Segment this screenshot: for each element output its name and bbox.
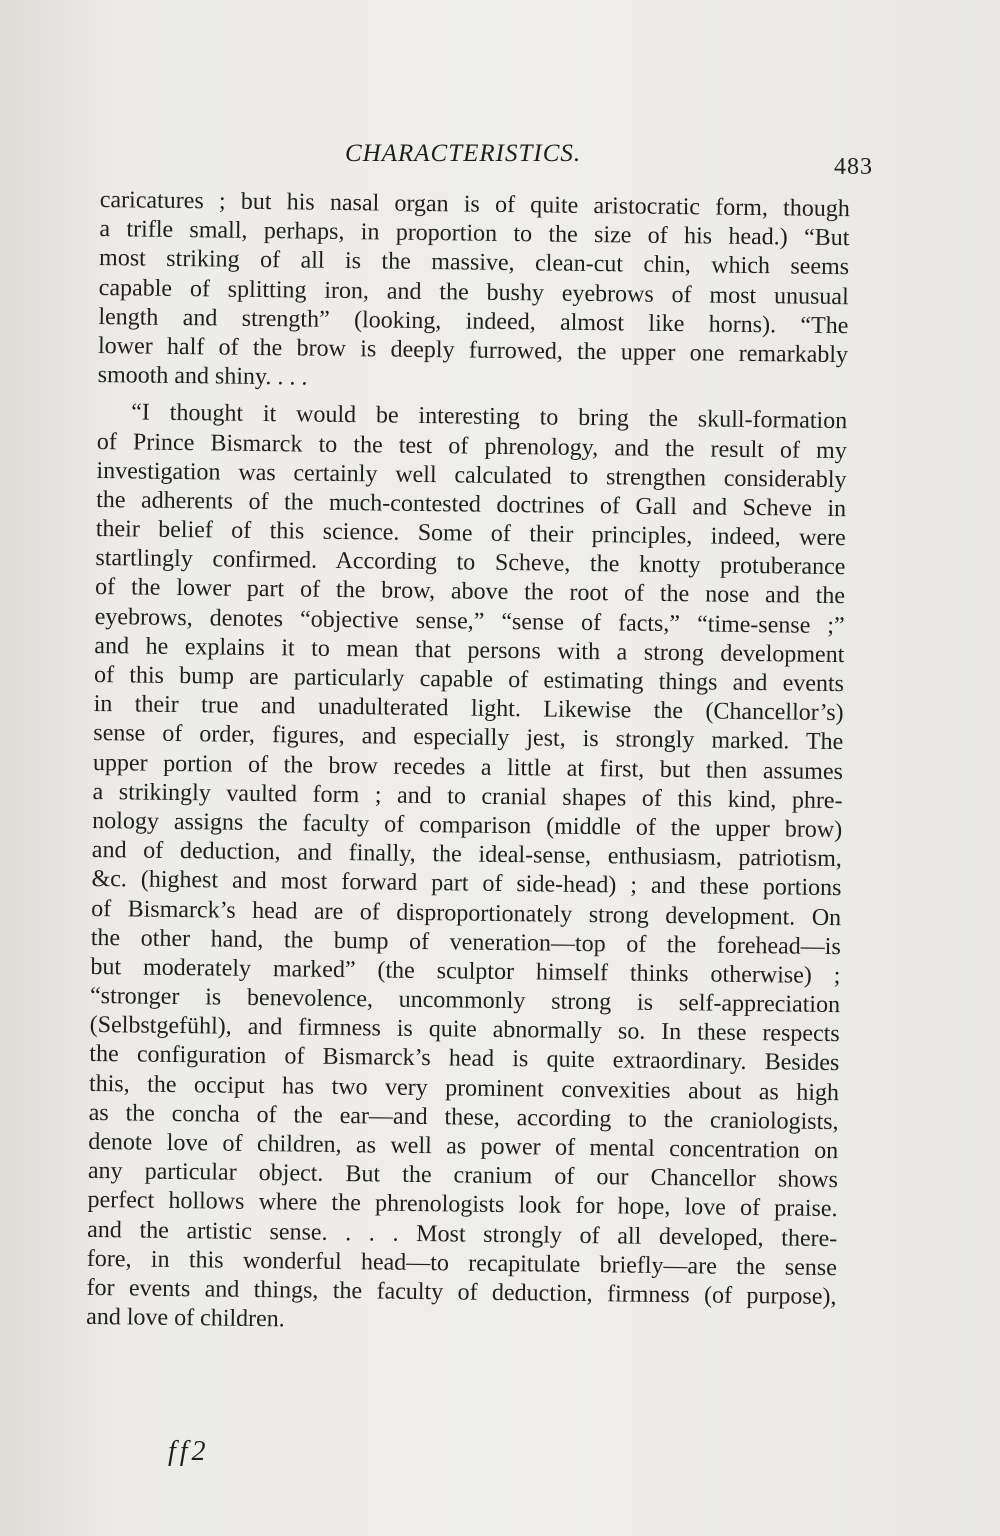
text-line: capable of splitting iron, and the bushy eyebrows of most unusual [98, 274, 849, 310]
text-line: a trifle small, perhaps, in proportion to the size of his head.) “But [99, 216, 850, 252]
text-line: sense of order, figures, and especially jest, is strongly marked. The [93, 720, 844, 756]
text-line: smooth and shiny. . . . [97, 362, 308, 391]
text-line: and he explains it to mean that persons with a strong development [94, 632, 845, 668]
text-line: length and strength” (looking, indeed, almost like horns). “The [98, 303, 849, 339]
text-line: startlingly confirmed. According to Scheve, the knotty protuberance [95, 545, 846, 581]
paragraph-2 [86, 398, 847, 1341]
text-line: a strikingly vaulted form ; and to cranial shapes of this kind, phre- [92, 778, 843, 814]
text-line: in their true and unadulterated light. Likewise the (Chancellor’s) [93, 691, 844, 727]
page-number: 483 [834, 154, 873, 180]
text-line: caricatures ; but his nasal organ is of quite aristocratic form, though [99, 186, 850, 223]
text-line: their belief of this science. Some of their principles, indeed, were [95, 516, 846, 552]
text-line: perfect hollows where the phrenologists look for hope, love of praise. [87, 1187, 838, 1223]
text-line: upper portion of the brow recedes a little at first, but then assumes [92, 749, 844, 785]
text-line: the adherents of the much-contested doctrines of Gall and Scheve in [96, 486, 847, 523]
text-line: of this bump are particularly capable of estimating things and events [93, 661, 845, 698]
text-line: nology assigns the faculty of comparison (middle of the upper brow) [92, 807, 843, 844]
text-line: &c. (highest and most forward part of side-head) ; and these portions [91, 866, 842, 902]
signature-mark: ff2 [168, 1436, 210, 1467]
paragraph-1 [98, 186, 850, 399]
page-header [0, 140, 1000, 180]
text-line: the other hand, the bump of veneration—top of the forehead—is [90, 924, 841, 960]
text-line: most striking of all is the massive, clean-cut chin, which seems [98, 245, 850, 281]
text-line: lower half of the brow is deeply furrowed, the upper one remarkably [97, 332, 849, 369]
text-line: for events and things, the faculty of deduction, firmness (of purpose), [86, 1274, 837, 1311]
text-line: “stronger is benevolence, uncommonly strong is self-appreciation [89, 983, 841, 1019]
text-line: and love of children. [86, 1304, 285, 1333]
text-line: of the lower part of the brow, above the root of the nose and the [94, 574, 846, 610]
body-text [86, 186, 850, 1341]
text-line: “I thought it would be interesting to bring the skull-formation [131, 399, 848, 435]
text-line: of Prince Bismarck to the test of phrenology, and the result of my [96, 428, 847, 464]
text-line: eyebrows, denotes “objective sense,” “sense of facts,” “time-sense ;” [94, 603, 845, 639]
text-line: any particular object. But the cranium of our Chancellor shows [87, 1158, 839, 1194]
text-line: but moderately marked” (the sculptor himself thinks otherwise) ; [90, 953, 841, 989]
text-line: and the artistic sense. . . . Most strongly of all developed, there- [87, 1216, 838, 1252]
text-line: the configuration of Bismarck’s head is quite extraordinary. Besides [89, 1041, 840, 1077]
text-line: fore, in this wonderful head—to recapitulate briefly—are the sense [86, 1245, 837, 1281]
text-line: (Selbstgefühl), and firmness is quite abnormally so. In these respects [89, 1012, 840, 1048]
text-line: denote love of children, as well as power of mental concentration on [88, 1128, 839, 1165]
text-line: of Bismarck’s head are of disproportionately strong development. On [91, 895, 842, 931]
text-line: as the concha of the ear—and these, according to the craniologists, [88, 1099, 839, 1135]
text-line: and of deduction, and finally, the ideal-sense, enthusiasm, patriotism, [91, 837, 842, 873]
running-head: CHARACTERISTICS. [345, 140, 582, 167]
text-line: this, the occiput has two very prominent convexities about as high [88, 1070, 840, 1106]
text-line: investigation was certainly well calculated to strengthen considerably [96, 457, 847, 493]
